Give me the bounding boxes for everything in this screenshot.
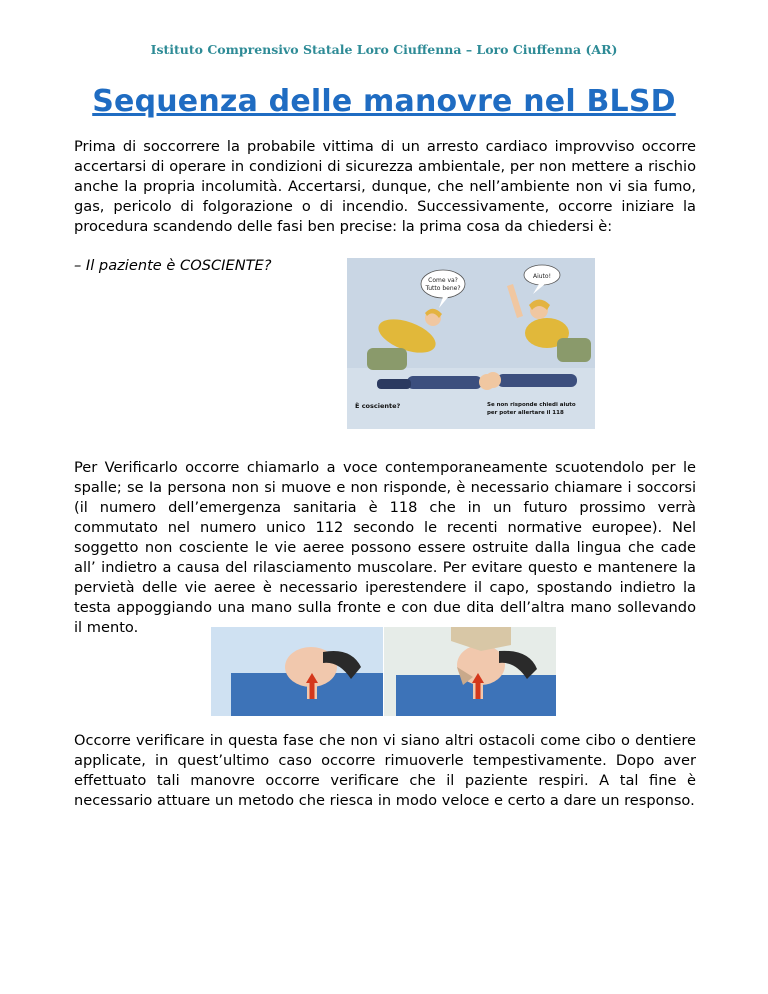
bubble-left-line2: Tutto bene?	[425, 285, 461, 292]
verify-paragraph: Per Verificarlo occorre chiamarlo a voce contemporaneamente scuotendolo per le spalle; se Ia persona non si muove e non risponde, è necessario chiamare i soccorsi (il numero dell’emergenza sanitaria è 118 che in un futuro prossimo verrà commutato nel numero unico 112 secondo le recenti normative europee). Nel soggetto non cosciente le vie aeree possono essere ostruite dalla lingua che cade all’ indietro a causa del rilasciamento muscolare. Per evitare questo e mantenere la pervietà delle vie aeree è necessario iperestendere il capo, spostando indietro la testa appoggiando una mano sulla fronte e con due dita dell’altra mano sollevando il mento.	[74, 459, 696, 636]
obstacles-paragraph: Occorre verificare in questa fase che non vi siano altri ostacoli come cibo o dentiere applicate, in quest’ultimo caso occorre rimuoverle tempestivamente. Dopo aver effettuato tali manovre occorre verificare che il paziente respiri. A tal fine è necessario attuare un metodo che riesca in modo veloce e certo a dare un responso.	[74, 732, 696, 809]
bubble-left-line1: Come va?	[428, 277, 458, 284]
consciousness-question: – Il paziente è COSCIENTE?	[74, 257, 272, 274]
caption-right-line1: Se non risponde chiedi aiuto	[487, 402, 576, 408]
school-header: Istituto Comprensivo Statale Loro Ciuffenna – Loro Ciuffenna (AR)	[150, 42, 618, 57]
page-title: Sequenza delle manovre nel BLSD	[92, 84, 676, 119]
caption-right-line2: per poter allertare il 118	[487, 410, 564, 416]
caption-left: È cosciente?	[355, 402, 401, 410]
consciousness-check-illustration	[347, 258, 595, 429]
airway-opening-illustration	[211, 627, 556, 716]
intro-paragraph: Prima di soccorrere la probabile vittima di un arresto cardiaco improvviso occorre accertarsi di operare in condizioni di sicurezza ambientale, per non mettere a rischio anche la propria incolumità. Accertarsi, dunque, che nell’ambiente non vi sia fumo, gas, pericolo di folgorazione o di incendio. Successivamente, occorre iniziare la procedura scandendo delle fasi ben precise: la prima cosa da chiedersi è:	[74, 138, 696, 235]
bubble-right-text: Aiuto!	[532, 273, 552, 280]
